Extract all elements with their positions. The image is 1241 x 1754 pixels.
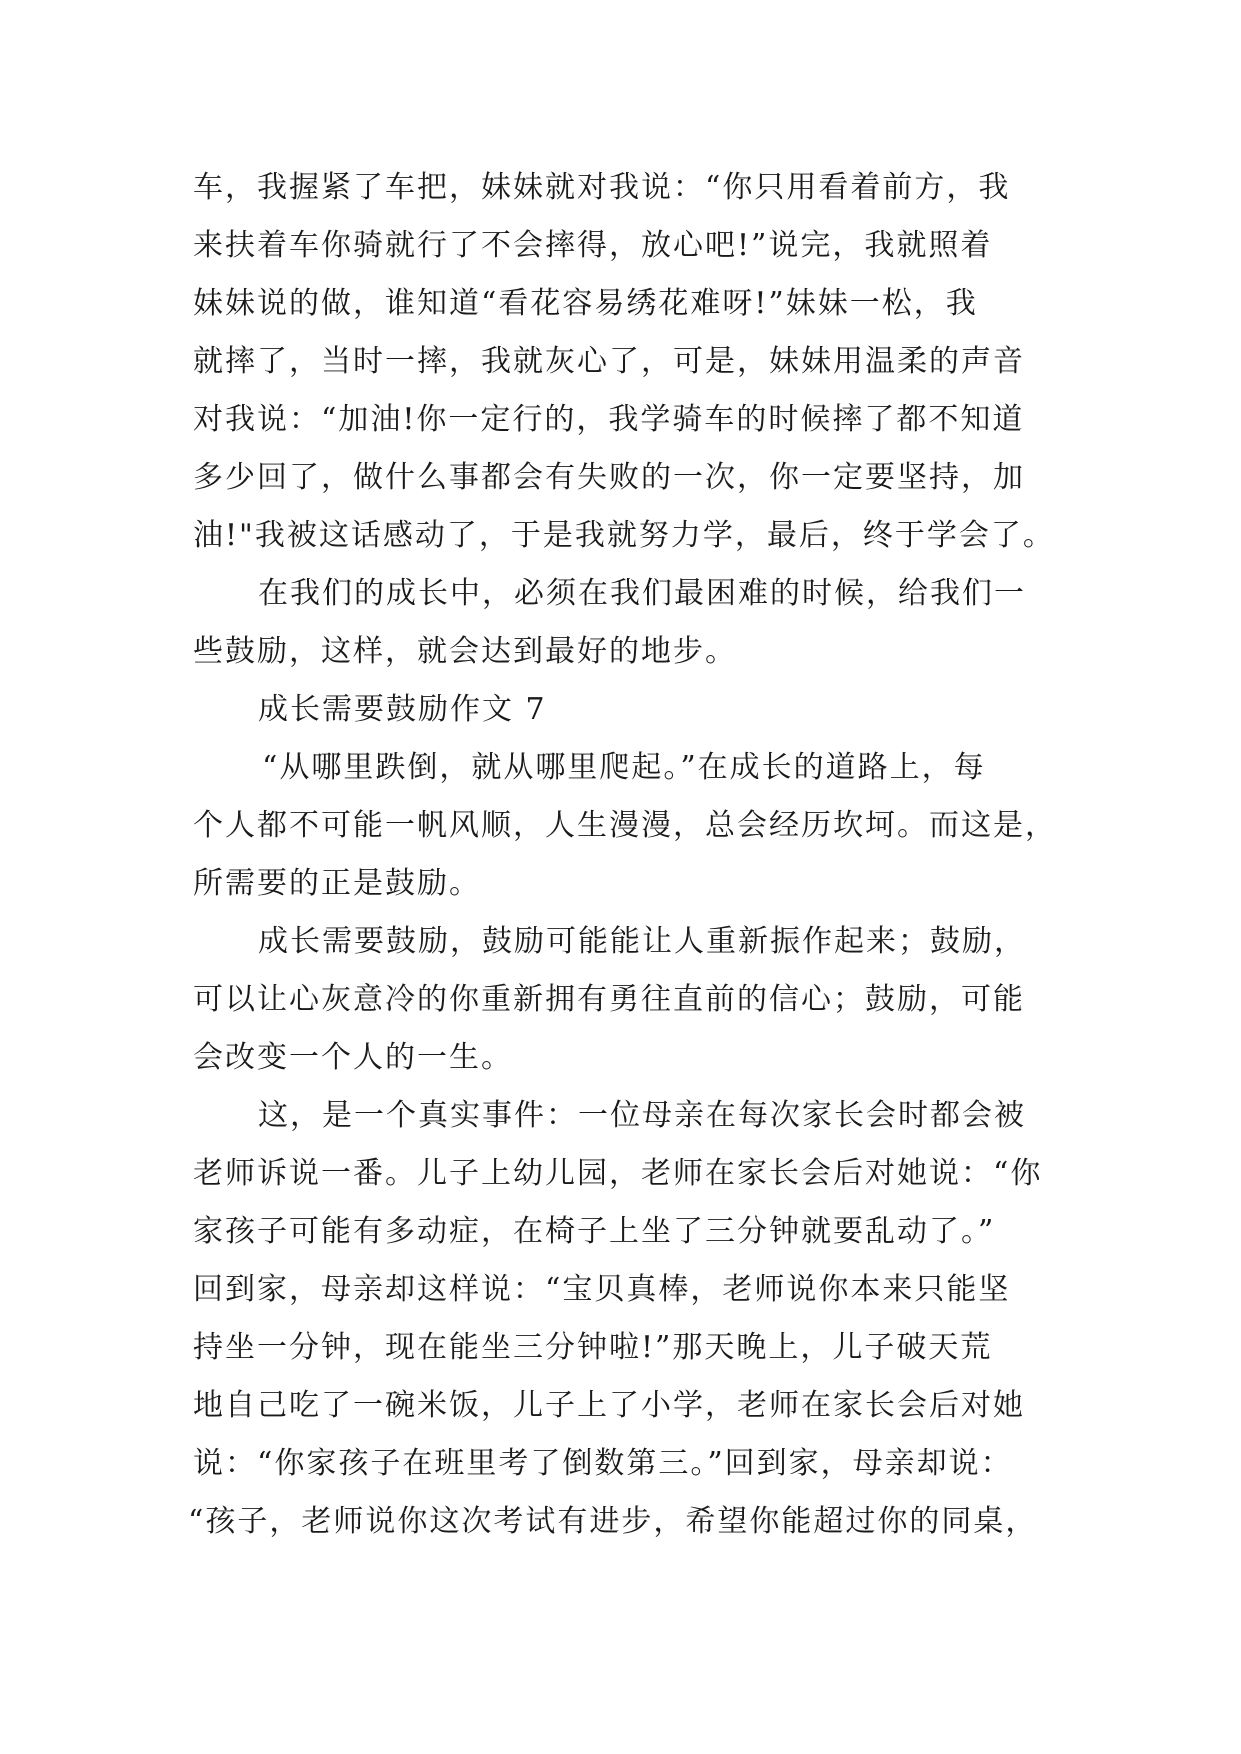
text-line-13: 所需要的正是鼓励。 [193,866,481,901]
text-line-16: 会改变一个人的一生。 [193,1040,513,1075]
text-line-4: 就摔了，当时一摔，我就灰心了，可是，妹妹用温柔的声音 [193,344,1025,379]
text-line-22: 地自己吃了一碗米饭，儿子上了小学，老师在家长会后对她 [193,1388,1025,1423]
paragraph-encourage-start: 成长需要鼓励，鼓励可能能让人重新振作起来；鼓励， [258,924,1026,959]
text-line-1: 车，我握紧了车把，妹妹就对我说：“你只用看着前方，我 [193,170,1011,205]
text-line-24: “孩子，老师说你这次考试有进步，希望你能超过你的同桌， [188,1504,1038,1539]
paragraph-quote-start: “从哪里跌倒，就从哪里爬起。”在成长的道路上，每 [262,750,986,785]
text-line-18: 老师诉说一番。儿子上幼儿园，老师在家长会后对她说：“你 [193,1156,1043,1191]
text-line-6: 多少回了，做什么事都会有失败的一次，你一定要坚持，加 [193,460,1025,495]
text-line-7: 油!"我被这话感动了，于是我就努力学，最后，终于学会了。 [193,518,1055,553]
paragraph-story-start: 这，是一个真实事件：一位母亲在每次家长会时都会被 [258,1098,1026,1133]
text-line-19: 家孩子可能有多动症，在椅子上坐了三分钟就要乱动了。” [193,1214,996,1249]
paragraph-growth-start: 在我们的成长中，必须在我们最困难的时候，给我们一 [258,576,1026,611]
text-line-12: 个人都不可能一帆风顺，人生漫漫，总会经历坎坷。而这是， [193,808,1057,843]
text-line-3: 妹妹说的做，谁知道“看花容易绣花难呀!”妹妹一松，我 [193,286,978,321]
text-line-2: 来扶着车你骑就行了不会摔得，放心吧!”说完，我就照着 [193,228,993,263]
text-line-21: 持坐一分钟，现在能坐三分钟啦!”那天晚上，儿子破天荒 [193,1330,993,1365]
text-line-5: 对我说：“加油!你一定行的，我学骑车的时候摔了都不知道 [193,402,1025,437]
section-heading: 成长需要鼓励作文 7 [258,692,547,727]
text-line-23: 说：“你家孩子在班里考了倒数第三。”回到家，母亲却说： [193,1446,1013,1481]
text-line-9: 些鼓励，这样，就会达到最好的地步。 [193,634,737,669]
text-line-20: 回到家，母亲却这样说：“宝贝真棒，老师说你本来只能坚 [193,1272,1011,1307]
text-line-15: 可以让心灰意冷的你重新拥有勇往直前的信心；鼓励，可能 [193,982,1025,1017]
